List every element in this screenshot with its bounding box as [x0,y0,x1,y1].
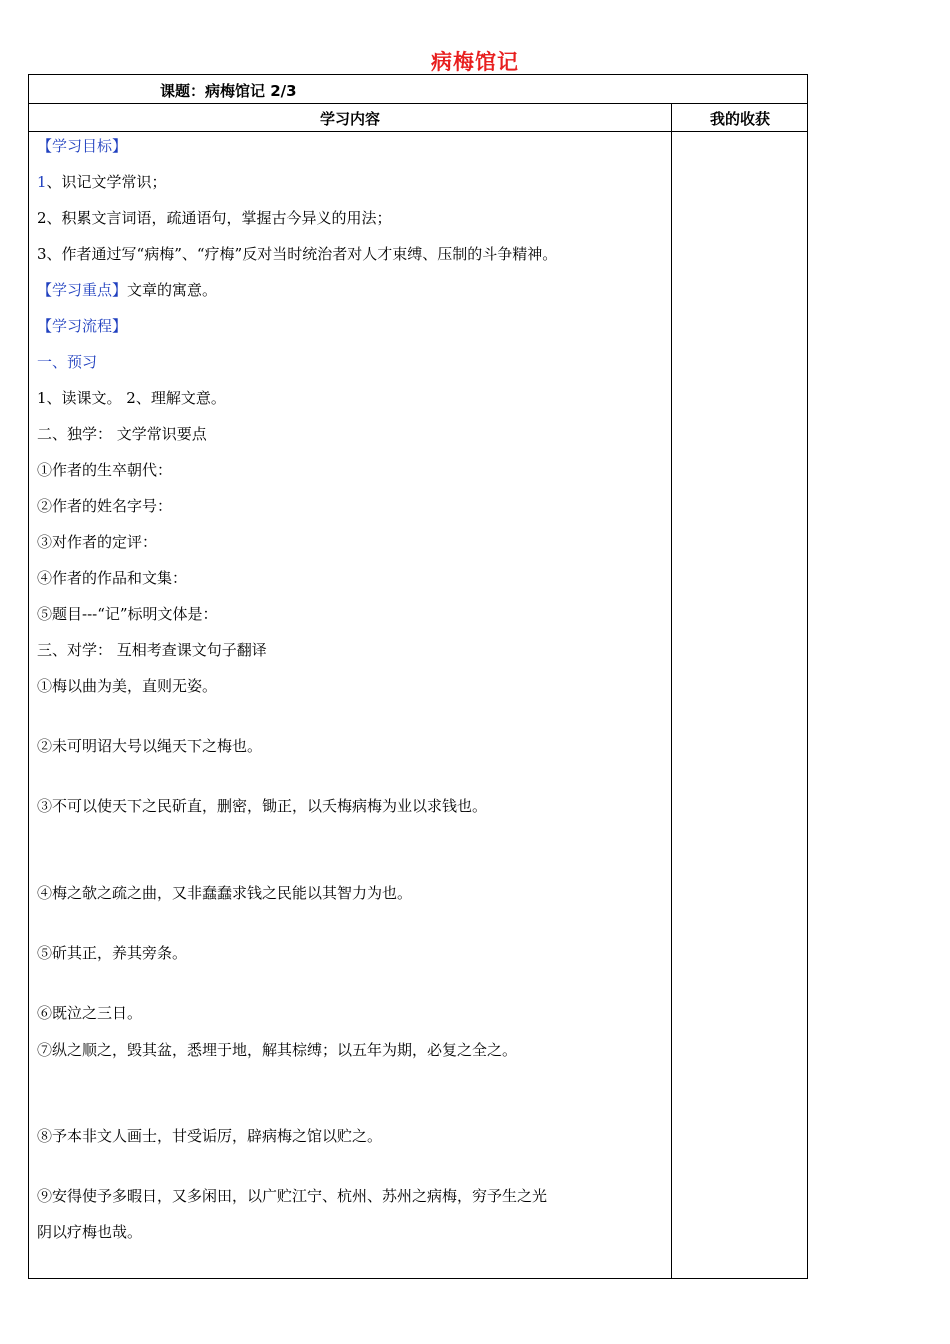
question-3: ③对作者的定评： [37,533,158,551]
objective-3: 3、作者通过写“病梅”、“疗梅”反对当时统治者对人才束缚、压制的斗争精神。 [37,245,558,263]
question-1: ①作者的生卒朝代： [37,461,173,479]
sentence-1: ①梅以曲为美，直则无姿。 [37,677,218,695]
sentence-8: ⑧予本非文人画士，甘受诟厉，辟病梅之馆以贮之。 [37,1127,383,1145]
sentence-9-line-1: ⑨安得使予多暇日，又多闲田，以广贮江宁、杭州、苏州之病梅，穷予生之光 [37,1187,548,1205]
key-point [37,280,217,300]
sentence-3: ③不可以使天下之民斫直，删密，锄正，以夭梅病梅为业以求钱也。 [37,797,488,815]
header-row [29,104,807,132]
column-divider [671,104,672,1279]
question-2: ②作者的姓名字号： [37,497,173,515]
step-self-study: 二、独学： 文学常识要点 [37,425,207,443]
lesson-table [28,74,808,1279]
question-5: ⑤题目---“记”标明文体是： [37,605,218,623]
section-objectives: 【学习目标】 [37,137,128,155]
sentence-7: ⑦纵之顺之，毁其盆，悉埋于地，解其棕缚；以五年为期，必复之全之。 [37,1041,518,1059]
preview-tasks: 1、读课文。 2、理解文意。 [37,389,226,407]
topic-row [29,75,807,104]
sentence-9-line-2: 阴以疗梅也哉。 [37,1223,143,1241]
sentence-2: ②未可明诏大号以绳天下之梅也。 [37,737,263,755]
question-4: ④作者的作品和文集： [37,569,188,587]
page-title: 病梅馆记 [431,50,519,74]
content-column-header: 学习内容 [319,110,380,128]
topic-label: 课题：病梅馆记 2/3 [160,82,297,100]
objective-1-text: 、识记文学常识； [46,173,167,191]
sentence-5: ⑤斫其正，养其旁条。 [37,944,188,962]
step-preview: 一、预习 [37,353,98,371]
objective-1-number: 1 [37,173,47,191]
objective-2: 2、积累文言词语，疏通语句，掌握古今异义的用法； [37,209,392,227]
sentence-6: ⑥既泣之三日。 [37,1004,143,1022]
sentence-4: ④梅之欹之疏之曲，又非蠢蠢求钱之民能以其智力为也。 [37,884,413,902]
key-point-label: 【学习重点】 [37,281,128,299]
key-point-text: 文章的寓意。 [127,281,218,299]
objective-1 [37,172,167,192]
section-process: 【学习流程】 [37,317,128,335]
step-pair-study: 三、对学： 互相考查课文句子翻译 [37,641,267,659]
gain-column-header: 我的收获 [709,110,770,128]
